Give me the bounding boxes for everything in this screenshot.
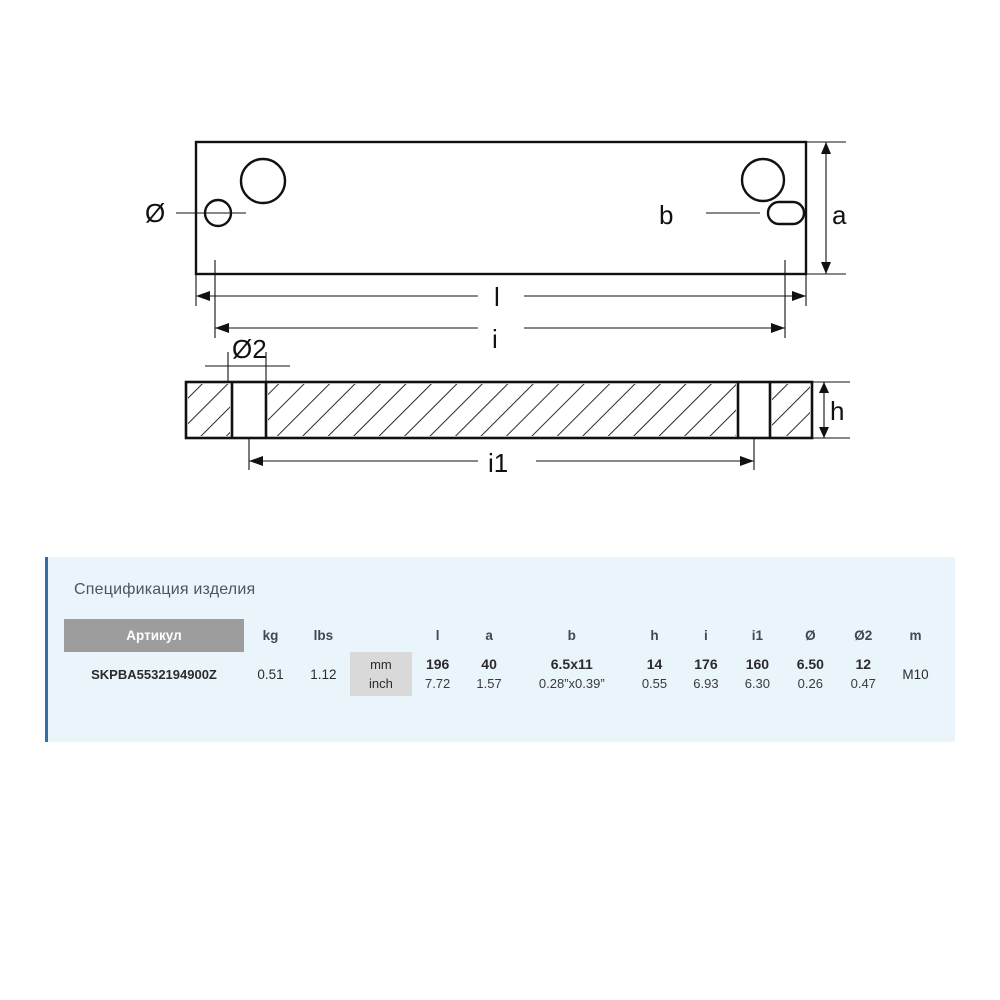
col-h: h — [650, 628, 659, 643]
cell-i1-mm: 160 — [745, 656, 770, 672]
col-diameter2: Ø2 — [854, 628, 873, 643]
label-i1: i1 — [488, 448, 509, 478]
cell-diameter-inch: 0.26 — [797, 676, 823, 691]
col-a: a — [485, 628, 493, 643]
top-view-outline — [196, 142, 806, 274]
cell-b-inch: 0.28”x0.39” — [538, 676, 605, 691]
spec-table — [64, 619, 942, 696]
cell-diameter-mm: 6.50 — [796, 656, 824, 672]
cell-l-inch: 7.72 — [424, 676, 451, 691]
cell-diameter — [783, 652, 837, 696]
col-diameter: Ø — [805, 628, 816, 643]
slot-right — [768, 202, 804, 224]
product-specification-panel — [45, 557, 955, 742]
col-lbs: lbs — [313, 628, 334, 643]
cell-i-inch: 6.93 — [693, 676, 719, 691]
col-m: m — [909, 628, 922, 643]
col-units — [350, 619, 412, 652]
cell-diameter2 — [838, 652, 889, 696]
table-header-row — [64, 619, 942, 652]
cell-diameter2-inch: 0.47 — [850, 676, 876, 691]
unit-inch: inch — [368, 676, 393, 691]
cell-m: M10 — [902, 666, 929, 682]
col-l: l — [435, 628, 440, 643]
table-row — [64, 652, 942, 696]
cell-l — [412, 652, 463, 696]
cell-i-mm: 176 — [694, 656, 718, 672]
cell-l-mm: 196 — [425, 656, 450, 672]
label-b: b — [659, 200, 674, 230]
label-diameter: Ø — [145, 198, 166, 228]
cell-kg: 0.51 — [257, 666, 284, 682]
hole-large-left — [241, 159, 285, 203]
cell-a-inch: 1.57 — [476, 676, 502, 691]
label-i: i — [492, 324, 498, 354]
col-artikul: Артикул — [64, 619, 244, 652]
cell-units — [350, 652, 412, 696]
cell-b — [515, 652, 629, 696]
col-kg: kg — [262, 628, 279, 643]
cell-b-mm: 6.5x11 — [550, 656, 593, 672]
hole-large-right — [742, 159, 784, 201]
cell-i1-inch: 6.30 — [744, 676, 771, 691]
col-b: b — [567, 628, 576, 643]
cell-lbs: 1.12 — [310, 666, 337, 682]
cell-h — [629, 652, 680, 696]
label-h: h — [830, 396, 845, 426]
label-a: a — [832, 200, 847, 230]
cell-diameter2-mm: 12 — [855, 656, 872, 672]
cell-a — [463, 652, 514, 696]
cell-a-mm: 40 — [481, 656, 497, 672]
cell-h-inch: 0.55 — [641, 676, 668, 691]
unit-mm: mm — [370, 657, 392, 672]
spec-title: Спецификация изделия — [74, 581, 256, 598]
cell-sku: SKPBA5532194900Z — [91, 666, 217, 682]
col-i: i — [704, 628, 708, 643]
cell-h-mm: 14 — [646, 656, 663, 672]
cell-i — [680, 652, 731, 696]
cell-i1 — [732, 652, 783, 696]
col-i1: i1 — [751, 628, 764, 643]
label-diameter2: Ø2 — [232, 334, 267, 364]
label-l: l — [494, 282, 500, 312]
